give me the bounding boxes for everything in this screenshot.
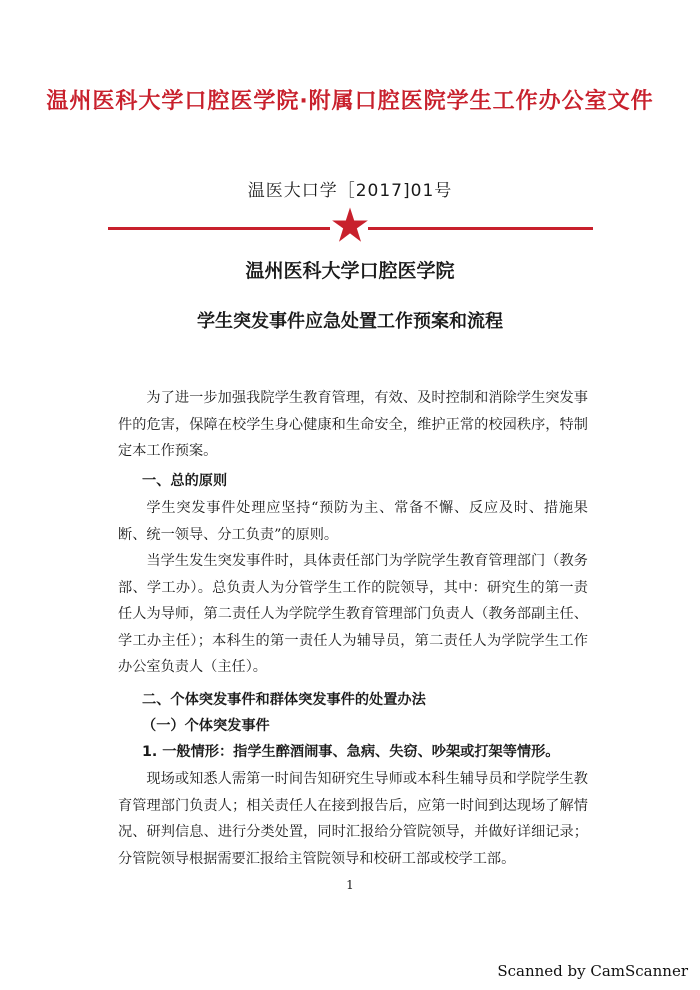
- red-star-icon: [331, 206, 369, 244]
- subsection-heading-individual: （一）个体突发事件: [142, 718, 270, 734]
- red-rule-right: [368, 227, 593, 230]
- intro-paragraph: 为了进一步加强我院学生教育管理，有效、及时控制和消除学生突发事件的危害，保障在校学生身心健康和生命安全，维护正常的校园秩序，特制定本工作预案。: [118, 390, 588, 459]
- red-rule-left: [108, 227, 330, 230]
- section-heading-handling: 二、个体突发事件和群体突发事件的处置办法: [142, 692, 426, 708]
- page-number: 1: [346, 878, 354, 892]
- document-header-title: 温州医科大学口腔医学院·附属口腔医院学生工作办公室文件: [46, 89, 654, 114]
- principles-paragraph: 学生突发事件处理应坚持“预防为主、常备不懈、反应及时、措施果断、统一领导、分工负责”的原则。: [118, 500, 588, 543]
- document-title: 学生突发事件应急处置工作预案和流程: [197, 311, 503, 332]
- scanner-watermark: Scanned by CamScanner: [497, 962, 688, 980]
- document-number: 温医大口学［2017]01号: [247, 181, 453, 201]
- general-handling-paragraph: 现场或知悉人需第一时间告知研究生导师或本科生辅导员和学院学生教育管理部门负责人；相关责任人在接到报告后，应第一时间到达现场了解情况、研判信息、进行分类处置，同时汇报给分管院领导，并做好详细记录；分管院领导根据需要汇报给主管院领导和校研工部或校学工部。: [118, 771, 588, 867]
- responsibility-paragraph: 当学生发生突发事件时，具体责任部门为学院学生教育管理部门（教务部、学工办）。总负责人为分管学生工作的院领导，其中：研究生的第一责任人为导师，第二责任人为学院学生教育管理部门负责人（教务部副主任、学工办主任）；本科生的第一责任人为辅导员，第二责任人为学院学生工作办公室负责人（主任）。: [118, 553, 588, 675]
- section-heading-principles: 一、总的原则: [142, 473, 228, 489]
- item-heading-general: 1. 一般情形：指学生醉酒闹事、急病、失窃、吵架或打架等情形。: [142, 744, 560, 760]
- organization-name: 温州医科大学口腔医学院: [245, 260, 455, 282]
